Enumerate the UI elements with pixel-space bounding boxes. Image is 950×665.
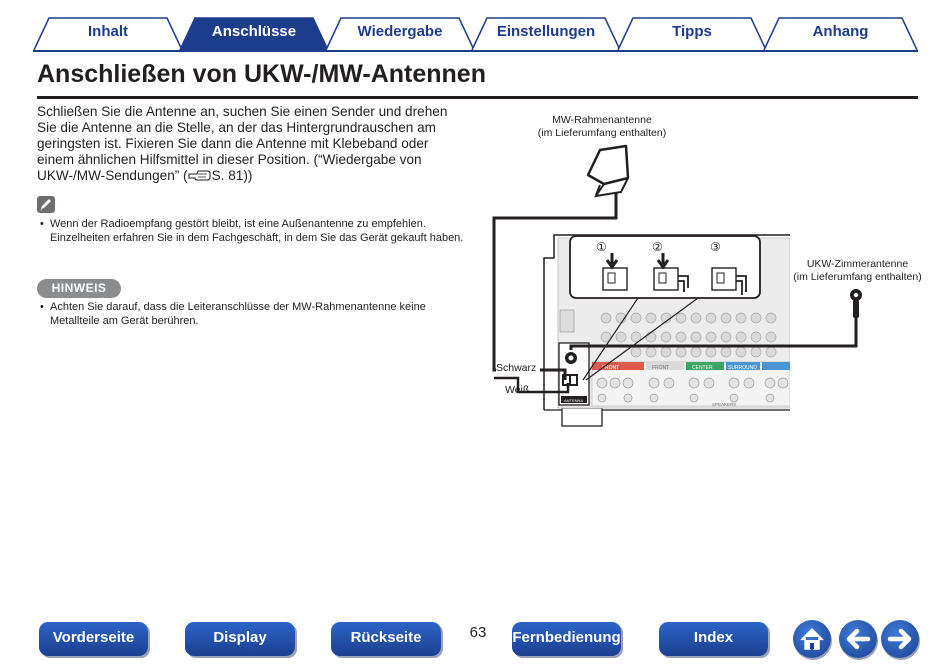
hinweis-item: • Achten Sie darauf, dass die Leiteranschlüsse der MW-Rahmenantenne keine Metallteile am Gerät berühren. xyxy=(37,301,467,328)
pencil-note-icon xyxy=(37,196,55,213)
ukw-antenna-label-line2: (im Lieferumfang enthalten) xyxy=(793,271,922,283)
tab-anschluesse[interactable]: Anschlüsse xyxy=(179,17,329,51)
panel-front-label-2: FRONT xyxy=(652,365,670,371)
nav-vorderseite-button[interactable]: Vorderseite xyxy=(39,622,148,656)
panel-surround-label: SURROUND xyxy=(728,365,757,371)
wire-black-label: Schwarz xyxy=(496,362,540,375)
note-item: • Wenn der Radioempfang gestört bleibt, ist eine Außenantenne zu empfehlen. Einzelheiten erfahren Sie in dem Fachgeschäft, in dem Sie das Gerät gekauft haben. xyxy=(37,218,467,245)
nav-index-button[interactable]: Index xyxy=(659,622,768,656)
mw-loop-antenna-icon xyxy=(588,146,628,196)
panel-speakers-label: SPEAKERS xyxy=(712,402,737,407)
hinweis-list xyxy=(37,301,467,328)
mw-antenna-label-line1: MW-Rahmenantenne xyxy=(552,114,652,126)
panel-center-label: CENTER xyxy=(692,365,713,371)
title-rule xyxy=(37,96,918,99)
tab-underline xyxy=(33,50,918,52)
ukw-antenna-label-line1: UKW-Zimmerantenne xyxy=(806,258,909,270)
mw-antenna-label xyxy=(516,114,688,140)
ukw-antenna-label xyxy=(790,258,925,284)
back-arrow-icon[interactable] xyxy=(839,620,877,658)
step-2-label: ② xyxy=(652,240,663,254)
panel-antenna-label: ANTENNA xyxy=(564,398,584,403)
nav-rueckseite-button[interactable]: Rückseite xyxy=(331,622,441,656)
step-1-label: ① xyxy=(596,240,607,254)
tab-anhang[interactable]: Anhang xyxy=(763,17,918,51)
tab-inhalt[interactable]: Inhalt xyxy=(33,17,183,51)
ukw-antenna-plug-icon xyxy=(847,287,867,321)
intro-body: Schließen Sie die Antenne an, suchen Sie einen Sender und drehen Sie die Antenne an die Stelle, an der das Hintergrundrauschen am geringsten ist. Fixieren Sie dann die Antenne mit Klebeband oder einem ähnlichen Hilfsmittel in dieser Position. (“Wiedergabe von UKW-/MW-Sendungen” ( xyxy=(37,104,448,183)
page-title: Anschließen von UKW-/MW-Antennen xyxy=(37,60,486,88)
forward-arrow-icon[interactable] xyxy=(881,620,919,658)
tab-wiedergabe[interactable]: Wiedergabe xyxy=(325,17,475,51)
home-icon[interactable] xyxy=(793,620,831,658)
reference-hand-icon xyxy=(188,169,212,182)
wire-white-label: Weiß xyxy=(505,384,530,396)
ukw-antenna-wire xyxy=(560,285,880,355)
tab-einstellungen[interactable]: Einstellungen xyxy=(471,17,621,51)
mw-antenna-label-line2: (im Lieferumfang enthalten) xyxy=(537,127,667,139)
note-list xyxy=(37,218,467,245)
intro-text xyxy=(37,104,467,184)
nav-fernbedienung-button[interactable]: Fernbedienung xyxy=(512,622,621,656)
nav-display-button[interactable]: Display xyxy=(185,622,295,656)
top-tab-bar xyxy=(0,0,950,54)
page-number: 63 xyxy=(469,624,487,641)
hinweis-badge: HINWEIS xyxy=(37,279,121,298)
intro-page-ref[interactable]: S. 81)) xyxy=(211,168,253,183)
tab-tipps[interactable]: Tipps xyxy=(617,17,767,51)
step-3-label: ③ xyxy=(710,240,721,254)
panel-front-label: FRONT xyxy=(602,365,620,371)
